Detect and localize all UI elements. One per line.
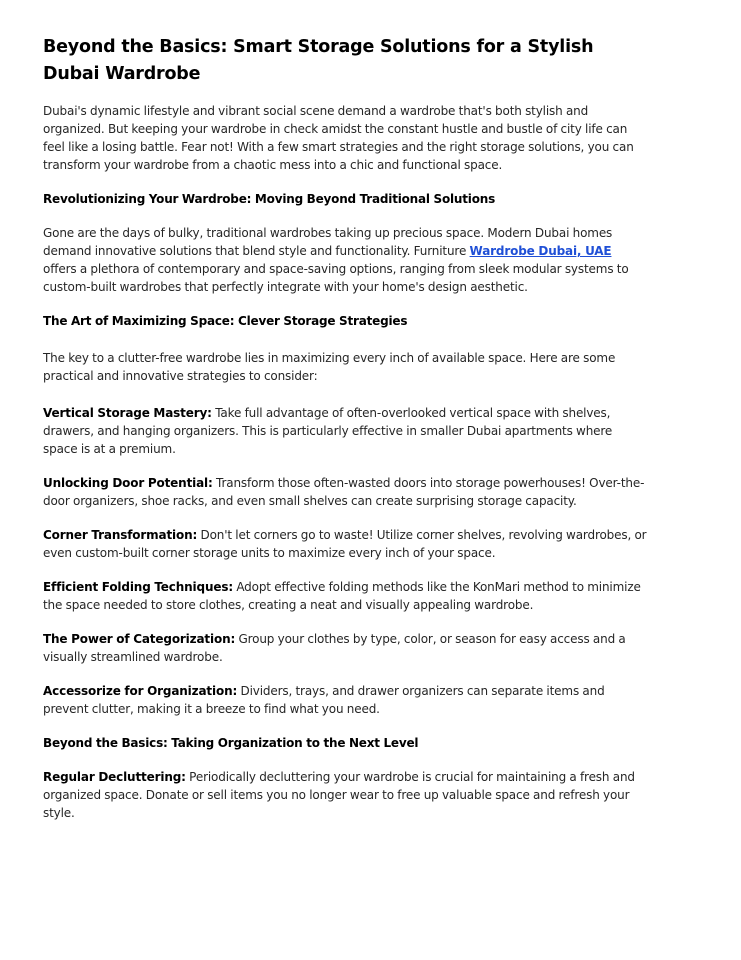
strategy-term: Unlocking Door Potential: [43,476,213,490]
strategy-item [43,578,648,614]
strategy-item [43,682,648,718]
strategy-item [43,474,648,510]
strategy-term: The Power of Categorization: [43,632,236,646]
section-paragraph-revolutionizing [43,224,648,296]
strategy-item [43,630,648,666]
strategies-intro-paragraph: The key to a clutter-free wardrobe lies in maximizing every inch of available space. Here are some practical and innovative strategies to consider: [43,351,616,383]
strategy-text: Take full advantage of often-overlooked vertical space with shelves, drawers, and hanging organizers. This is particularly effective in smaller Dubai apartments where space is at a premium. [43,406,613,456]
strategy-text: Don't let corners go to waste! Utilize corner shelves, revolving wardrobes, or even custom-built corner storage units to maximize every inch of your space. [43,528,647,560]
section-heading-maximizing-space: The Art of Maximizing Space: Clever Storage Strategies [43,314,408,328]
strategy-text: Transform those often-wasted doors into storage powerhouses! Over-the-door organizers, shoe racks, and even small shelves can create surprising storage capacity. [43,476,645,508]
strategy-item [43,526,648,562]
strategy-text: Dividers, trays, and drawer organizers can separate items and prevent clutter, making it a breeze to find what you need. [43,684,605,716]
document-title: Beyond the Basics: Smart Storage Solutions for a Stylish Dubai Wardrobe [43,37,594,84]
paragraph-text-after-link: offers a plethora of contemporary and space-saving options, ranging from sleek modular systems to custom-built wardrobes that perfectly integrate with your home's design aesthetic. [43,262,629,294]
wardrobe-dubai-link[interactable]: Wardrobe Dubai, UAE [469,244,612,258]
next-level-item [43,768,648,822]
next-level-text: Periodically decluttering your wardrobe is crucial for maintaining a fresh and organized space. Donate or sell items you no longer wear to free up valuable space and refresh your style. [43,770,635,820]
strategy-item [43,404,648,458]
strategy-term: Vertical Storage Mastery: [43,406,212,420]
strategy-text: Adopt effective folding methods like the KonMari method to minimize the space needed to store clothes, creating a neat and visually appealing wardrobe. [43,580,641,612]
section-heading-revolutionizing: Revolutionizing Your Wardrobe: Moving Beyond Traditional Solutions [43,192,496,206]
section-heading-next-level: Beyond the Basics: Taking Organization to the Next Level [43,736,419,750]
strategy-term: Corner Transformation: [43,528,198,542]
strategy-term: Accessorize for Organization: [43,684,238,698]
strategy-term: Efficient Folding Techniques: [43,580,233,594]
paragraph-text-before-link: Gone are the days of bulky, traditional wardrobes taking up precious space. Modern Dubai homes demand innovative solutions that blend style and functionality. Furniture [43,226,613,258]
strategy-text: Group your clothes by type, color, or season for easy access and a visually streamlined wardrobe. [43,632,626,664]
document-page [43,34,648,838]
next-level-term: Regular Decluttering: [43,770,186,784]
intro-paragraph: Dubai's dynamic lifestyle and vibrant social scene demand a wardrobe that's both stylish and organized. But keeping your wardrobe in check amidst the constant hustle and bustle of city life can feel like a losing battle. Fear not! With a few smart strategies and the right storage solutions, you can transform your wardrobe from a chaotic mess into a chic and functional space. [43,104,634,172]
